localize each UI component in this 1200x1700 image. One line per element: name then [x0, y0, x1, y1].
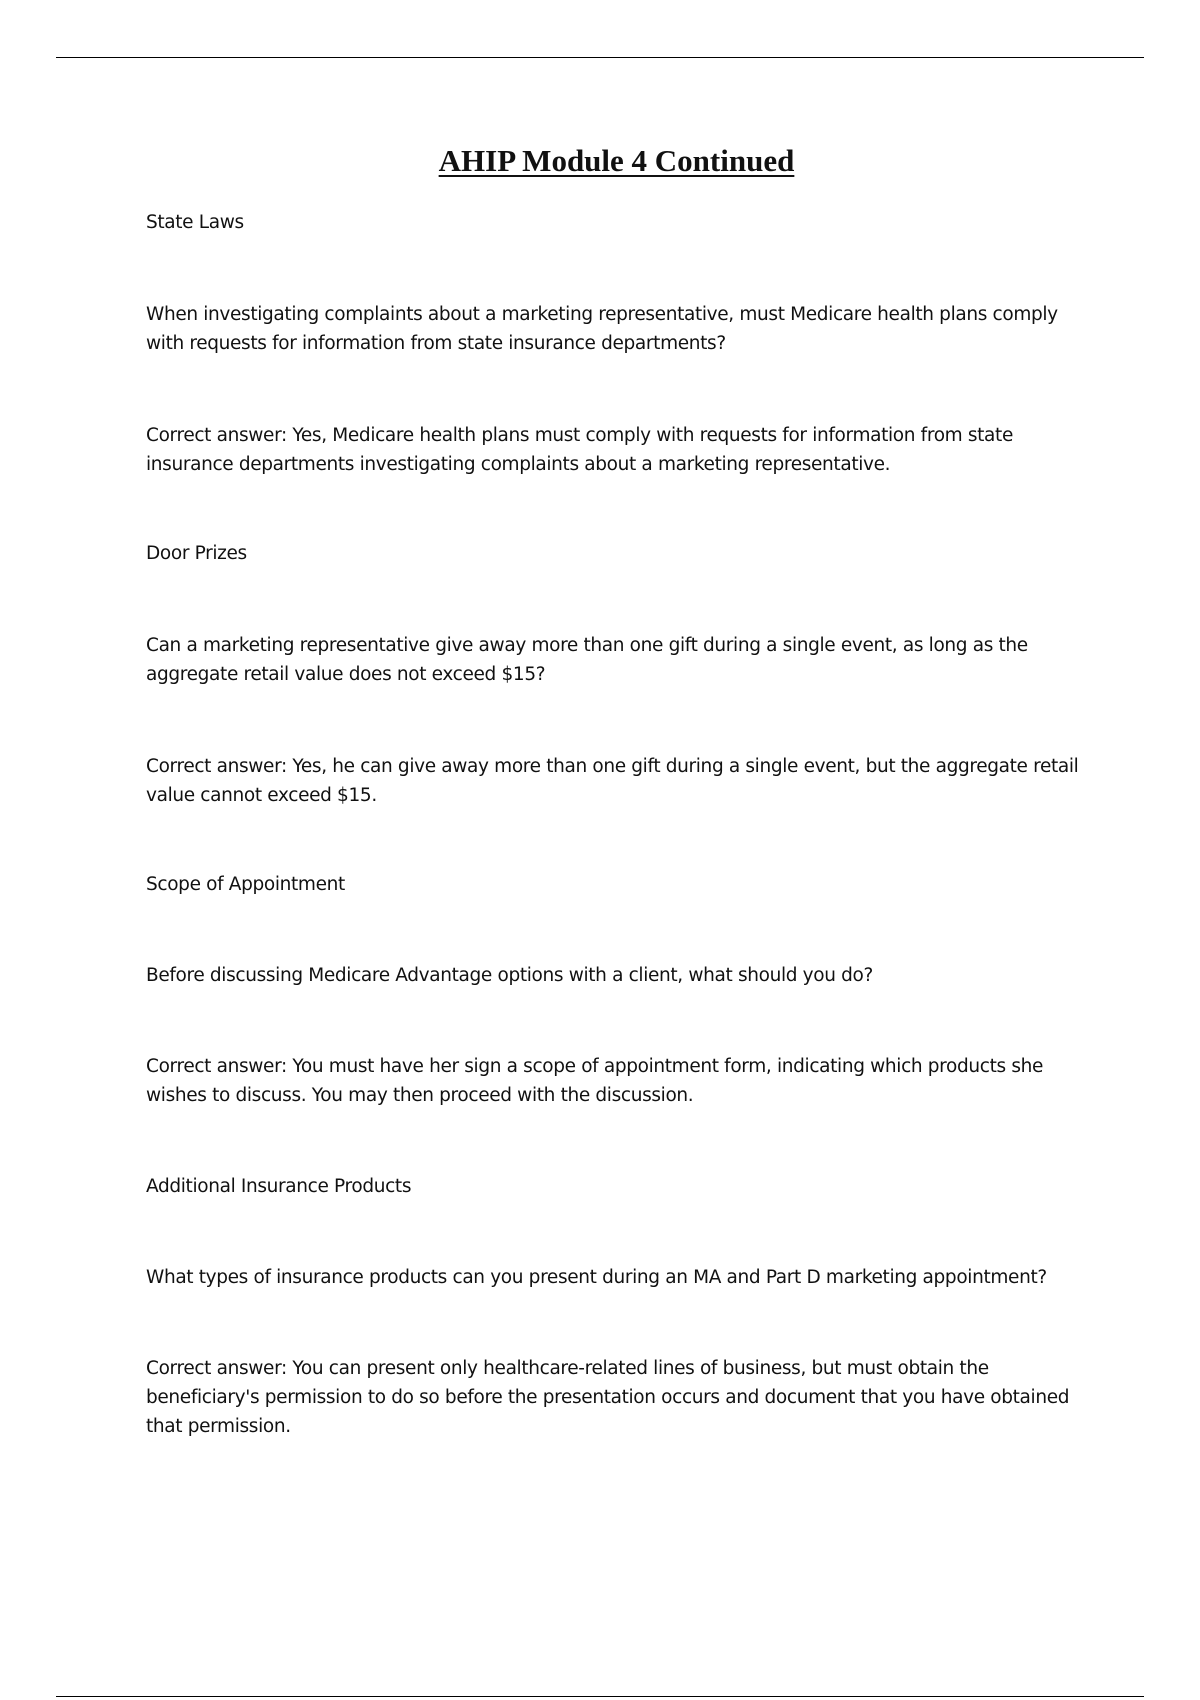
question-additional-insurance-products: What types of insurance products can you present during an MA and Part D marketing appointment?	[146, 1267, 1047, 1288]
section-heading-additional-insurance-products: Additional Insurance Products	[146, 1176, 412, 1197]
section-heading-door-prizes: Door Prizes	[146, 543, 247, 564]
section-heading-scope-of-appointment: Scope of Appointment	[146, 874, 345, 895]
question-scope-of-appointment: Before discussing Medicare Advantage options with a client, what should you do?	[146, 965, 873, 986]
question-state-laws: When investigating complaints about a marketing representative, must Medicare health plans comply with requests for information from state insurance departments?	[146, 304, 1058, 354]
answer-additional-insurance-products: Correct answer: You can present only healthcare-related lines of business, but must obtain the beneficiary's permission to do so before the presentation occurs and document that you have obtained that permission.	[146, 1358, 1070, 1437]
answer-door-prizes: Correct answer: Yes, he can give away more than one gift during a single event, but the aggregate retail value cannot exceed $15.	[146, 756, 1079, 806]
section-heading-state-laws: State Laws	[146, 212, 244, 233]
question-door-prizes: Can a marketing representative give away more than one gift during a single event, as long as the aggregate retail value does not exceed $15?	[146, 635, 1028, 685]
answer-scope-of-appointment: Correct answer: You must have her sign a scope of appointment form, indicating which products she wishes to discuss. You may then proceed with the discussion.	[146, 1056, 1044, 1106]
document-title: AHIP Module 4 Continued	[438, 143, 795, 178]
bottom-rule	[56, 1696, 1144, 1697]
answer-state-laws: Correct answer: Yes, Medicare health plans must comply with requests for information from state insurance departments investigating complaints about a marketing representative.	[146, 425, 1013, 475]
top-rule	[56, 57, 1144, 58]
